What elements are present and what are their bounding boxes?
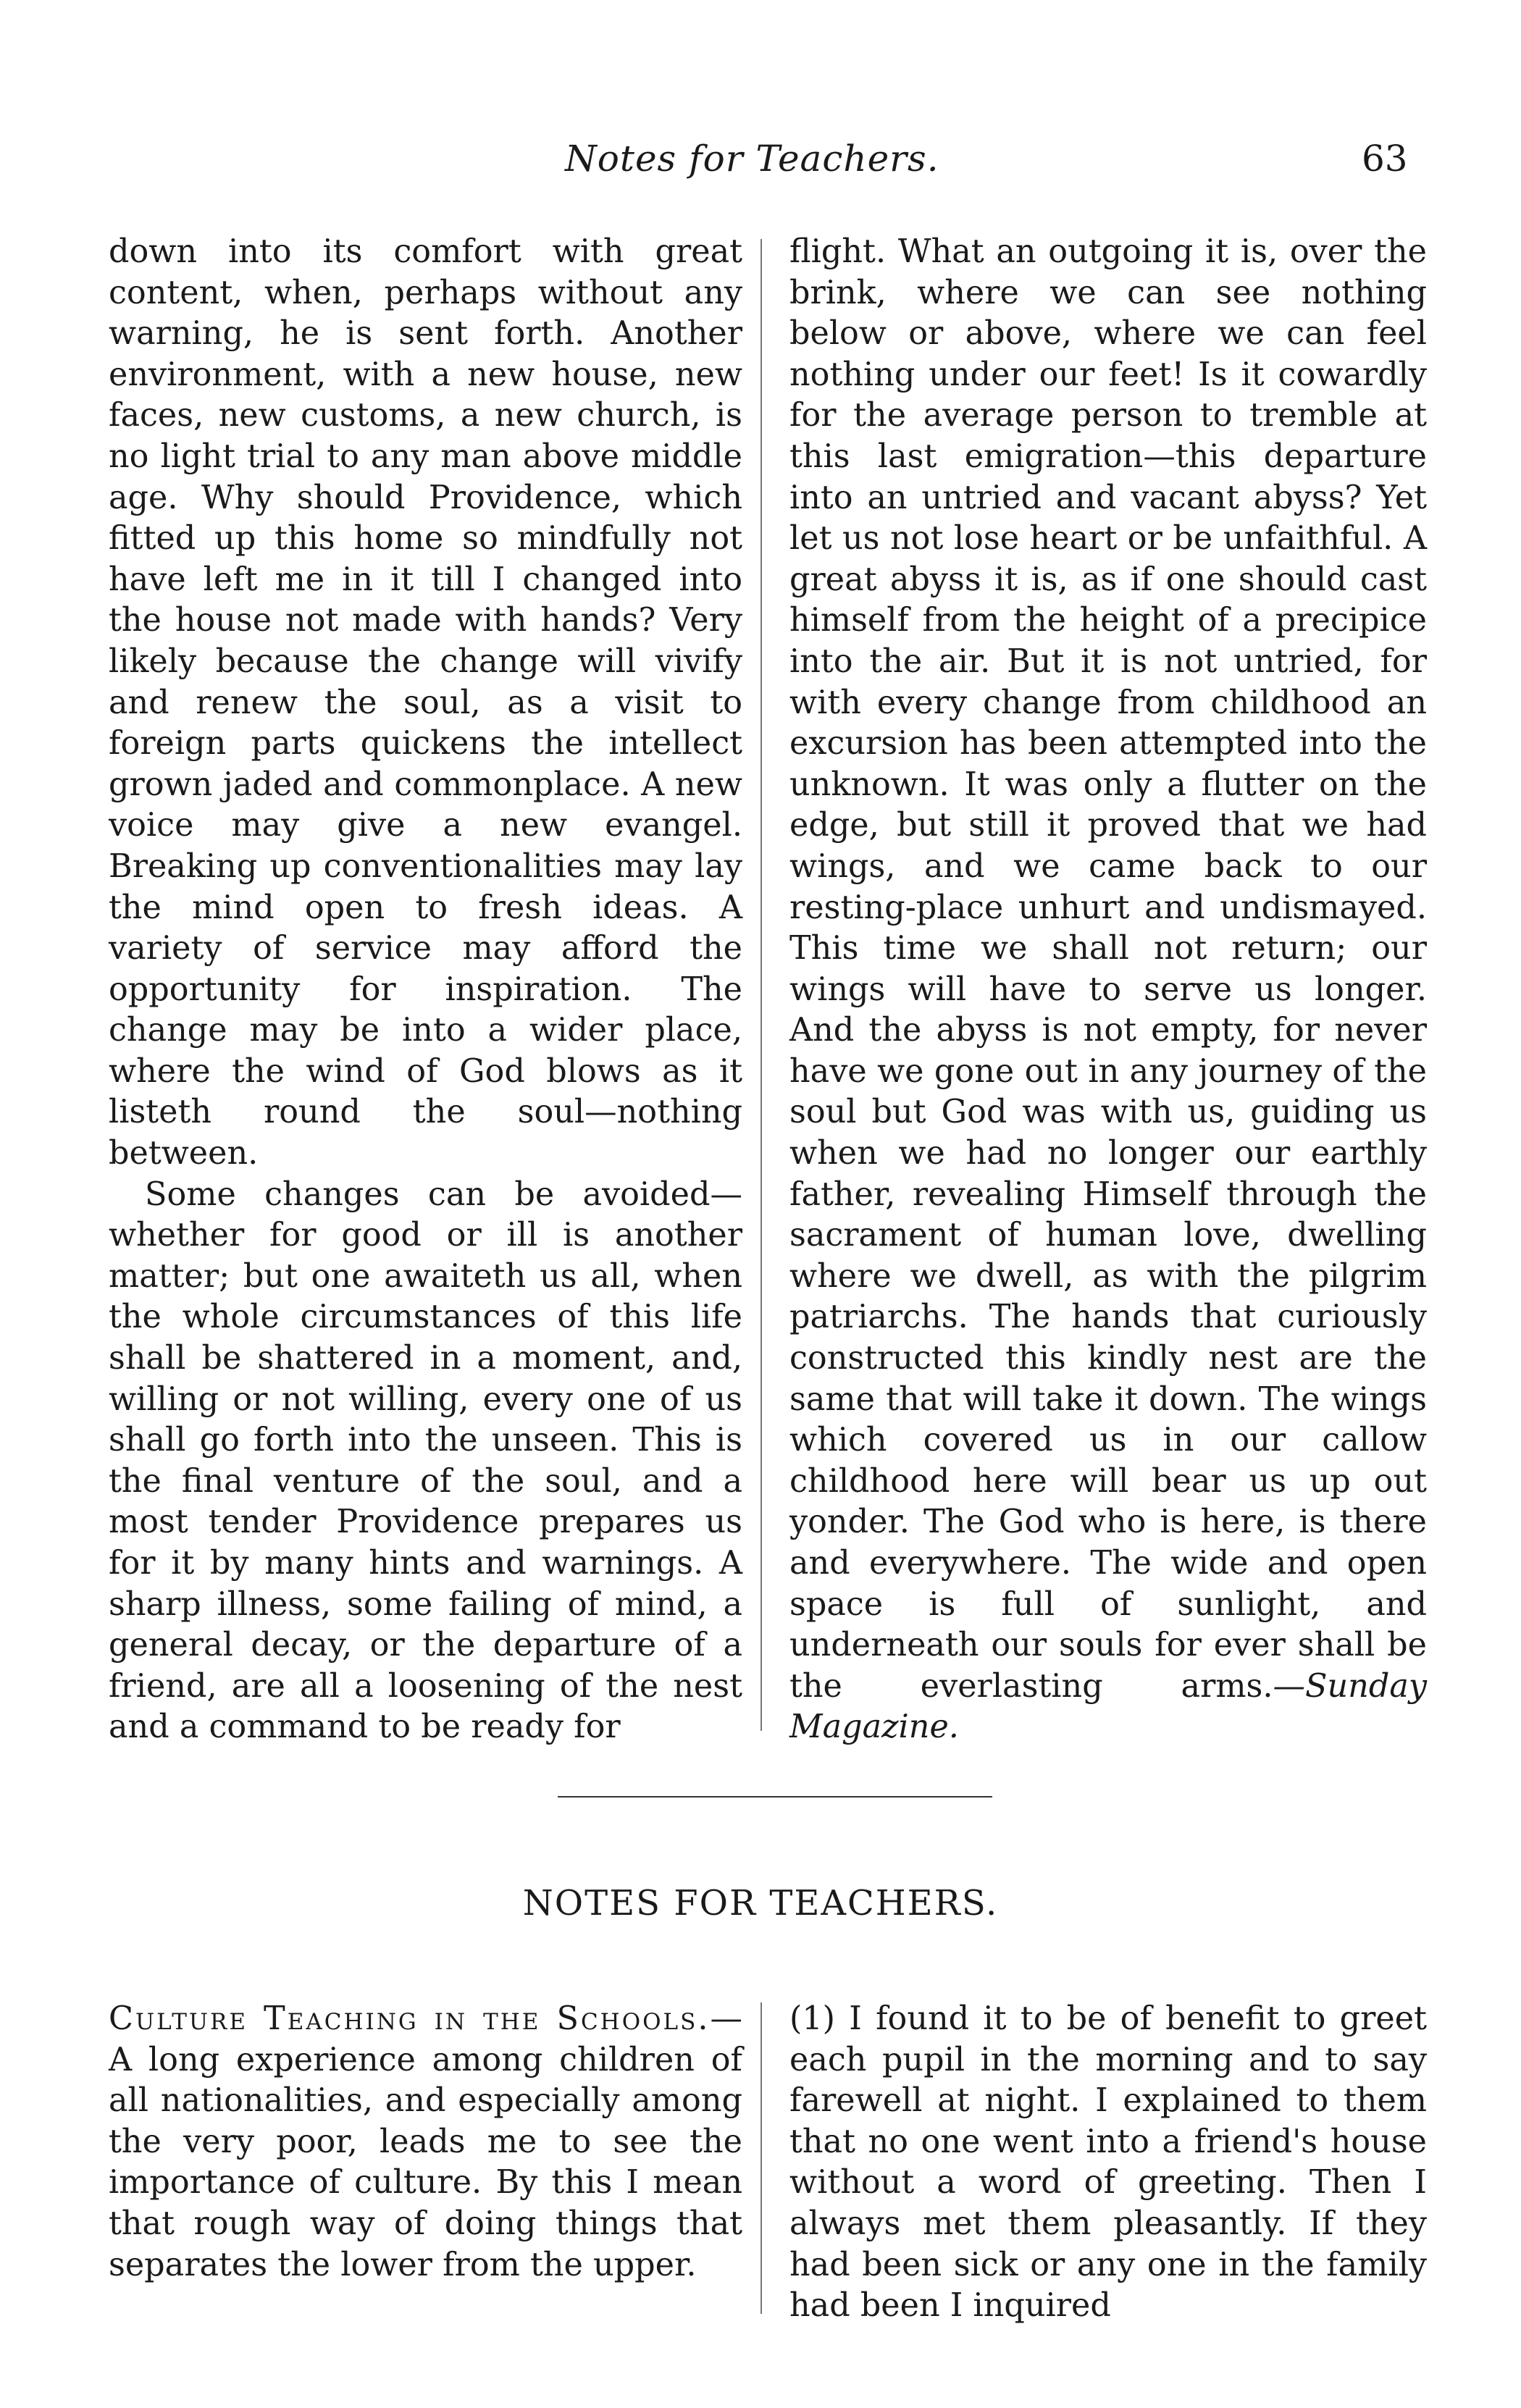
article-right-column bbox=[789, 232, 1427, 1748]
section-heading: NOTES FOR TEACHERS. bbox=[522, 1883, 999, 1924]
article-paragraph: Some changes can be avoided—whether for good or ill is another matter; but one awaiteth us all, when the whole circumstances of this life shall be shattered in a moment, and, willing or not willing, every one of us shall go forth into the unseen. This is the final venture of the soul, and a most tender Providence prepares us for it by many hints and warnings. A sharp illness, some failing of mind, a general decay, or the departure of a friend, are all a loosening of the nest and a command to be ready for bbox=[109, 1175, 742, 1746]
article-paragraph: down into its comfort with great content, when, perhaps without any warning, he is sent forth. Another environment, with a new house, new faces, new customs, a new church, is no light trial to any man above middle age. Why should Providence, which fitted up this home so mindfully not have left me in it till I changed into the house not made with hands? Very likely because the change will vivify and renew the soul, as a visit to foreign parts quickens the intellect grown jaded and commonplace. A new voice may give a new evangel. Breaking up conventionalities may lay the mind open to fresh ideas. A variety of service may afford the opportunity for inspiration. The change may be into a wider place, where the wind of God blows as it listeth round the soul—nothing between. bbox=[109, 233, 742, 1172]
note-body: —A long experience among children of all nationalities, and especially among the very poor, leads me to see the importance of culture. By this I mean that rough way of doing things that separates the lower from the upper. bbox=[109, 2000, 742, 2283]
source-attribution: —Sunday Magazine. bbox=[789, 1667, 1427, 1746]
article-left-column bbox=[109, 232, 742, 1748]
column-divider bbox=[760, 2002, 762, 2314]
article-paragraph-text: flight. What an outgoing it is, over the brink, where we can see nothing below or above, where we can feel nothing under our feet! Is it cowardly for the average person to tremble at this last emigration—this departure into an untried and vacant abyss? Yet let us not lose heart or be unfaithful. A great abyss it is, as if one should cast himself from the height of a precipice into the air. But it is not untried, for with every change from childhood an excursion has been attempted into the unknown. It was only a flutter on the edge, but still it proved that we had wings, and we came back to our resting-place unhurt and undismayed. This time we shall not return; our wings will have to serve us longer. And the abyss is not empty, for never have we gone out in any journey of the soul but God was with us, guiding us when we had no longer our earthly father, revealing Himself through the sacrament of human love, dwelling where we dwell, as with the pilgrim patriarchs. The hands that curiously constructed this kindly nest are the same that will take it down. The wings which covered us in our callow childhood here will bear us up out yonder. The God who is here, is there and everywhere. The wide and open space is full of sunlight, and underneath our souls for ever shall be the everlasting arms. bbox=[789, 233, 1427, 1705]
notes-paragraph bbox=[109, 1999, 742, 2286]
column-divider bbox=[760, 239, 762, 1731]
note-title: Culture Teaching in the Schools. bbox=[109, 2000, 711, 2037]
page-number: 63 bbox=[1362, 138, 1408, 180]
section-separator bbox=[558, 1796, 992, 1797]
notes-right-column bbox=[789, 1999, 1427, 2327]
article-paragraph bbox=[789, 232, 1427, 1748]
notes-left-column bbox=[109, 1999, 742, 2286]
running-head bbox=[0, 138, 1521, 196]
running-title: Notes for Teachers. bbox=[565, 138, 939, 180]
notes-paragraph: (1) I found it to be of benefit to greet each pupil in the morning and to say farewell at night. I explained to them that no one went into a friend's house without a word of greeting. Then I always met them pleasantly. If they had been sick or any one in the family had been I inquired bbox=[789, 2000, 1427, 2325]
